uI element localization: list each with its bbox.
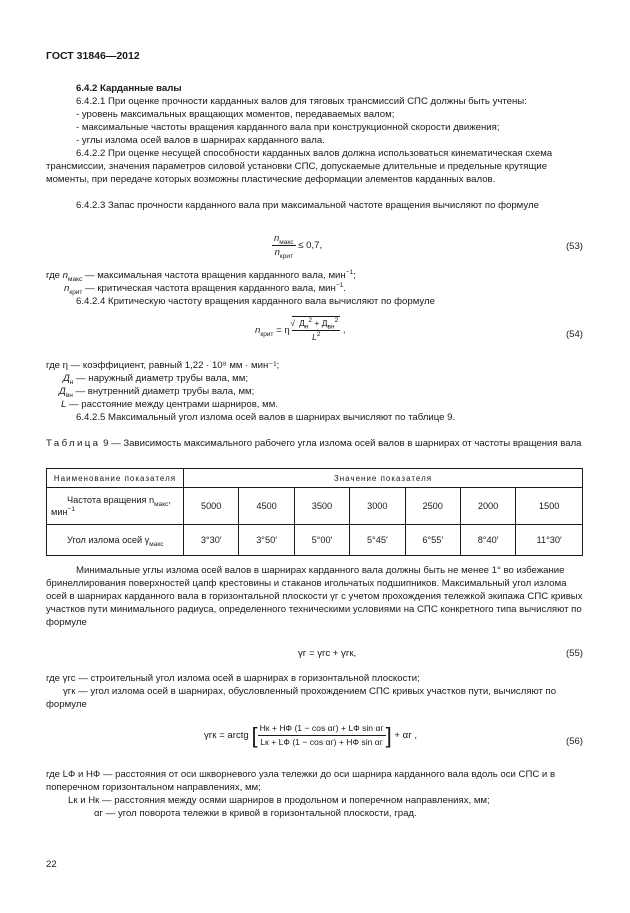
table-cell: 5°45′: [350, 525, 405, 556]
list-item: - углы излома осей валов в шарнирах карданного вала.: [76, 135, 325, 146]
table-cell: 5°00′: [294, 525, 349, 556]
variable-definition: $Д_{вн}$ — внутренний диаметр трубы вала, мм;: [59, 386, 255, 399]
table-cell: 2500: [405, 488, 460, 525]
paragraph-6-4-2-2: 6.4.2.2 При оценке несущей способности карданных валов должна использоваться кинематическая схема трансмиссии, значения параметров силовой установки СПС, допускаемые длительные и предельные крутящие моменты, при передаче которых возможны пластические деформации элементов карданных валов.: [46, 148, 553, 185]
table-cell: 6°55′: [405, 525, 460, 556]
section-title: 6.4.2 Карданные валы: [76, 83, 182, 94]
table-caption: Таблица 9 — Зависимость максимального рабочего угла излома осей валов в шарнирах от частоты вращения вала: [46, 438, 582, 449]
variable-definition: $n_{крит}$ — критическая частота вращения карданного вала, мин$^{-1}$.: [64, 281, 346, 296]
list-item: - максимальные частоты вращения карданного вала при конструкционной скорости движения;: [76, 122, 500, 133]
formula-56: γгк = arctg [ $\frac{\text{Hк + HФ (1 − cos αг) + LФ sin αг}}{\text{Lк + LФ (1 − cos αг) + HФ sin αг}}$ ] + αг ,: [204, 723, 418, 748]
formula-number: (56): [565, 736, 583, 747]
variable-definition: L — расстояние между центрами шарниров, мм.: [61, 399, 278, 410]
formula-54: $n_{крит} = \eta$ $\frac{√ Д_н^2 + Д_{вн}^2}{L^2}$ ,: [255, 317, 346, 342]
list-item: - уровень максимальных вращающих моментов, передаваемых валом;: [76, 109, 395, 120]
formula-number: (54): [565, 329, 583, 340]
table-cell: 3500: [294, 488, 349, 525]
paragraph-6-4-2-1: 6.4.2.1 При оценке прочности карданных валов для тяговых трансмиссий СПС должны быть учтены:: [76, 96, 527, 107]
table-cell: 3000: [350, 488, 405, 525]
paragraph-6-4-2-5: 6.4.2.5 Максимальный угол излома осей валов в шарнирах вычисляют по таблице 9.: [76, 412, 456, 423]
formula-number: (55): [565, 648, 583, 659]
paragraph-6-4-2-3: 6.4.2.3 Запас прочности карданного вала при максимальной частоте вращения вычисляют по формуле: [76, 200, 539, 211]
table-row: [47, 525, 583, 556]
column-header: Наименование показателя: [47, 469, 184, 488]
table-cell: 11°30′: [516, 525, 583, 556]
variable-definition: Lк и Hк — расстояния между осями шарниров в продольном и поперечном направлениях, мм;: [68, 795, 490, 806]
table-cell: 1500: [516, 488, 583, 525]
table-row: [47, 488, 583, 525]
table-cell: 4500: [239, 488, 294, 525]
paragraph-min-angles: Минимальные углы излома осей валов в шарнирах карданного вала должны быть не менее 1° во избежание бринеллирования поверхностей цапф крестовины и стаканов игольчатых подшипников. Максимальный угол излома осей в шарнирах карданного вала в горизонтальной плоскости γг с учетом прохождения тележкой экипажа СПС кривых участков пути минимального радиуса, определенного техническими условиями на СПС конкретного типа вычисляют по формуле: [46, 565, 583, 628]
variable-definition: где LФ и HФ — расстояния от оси шкворневого узла тележки до оси шарнира карданного вала вдоль оси СПС и в поперечном горизонтальном направлениях, мм;: [46, 769, 556, 793]
variable-definition: γгк — угол излома осей в шарнирах, обусловленный прохождением СПС кривых участков пути, вычисляют по формуле: [46, 686, 557, 710]
formula-number: (53): [565, 241, 583, 252]
variable-definition: где $n_{макс}$ — максимальная частота вращения карданного вала, мин$^{-1}$;: [46, 268, 356, 283]
page-number: 22: [46, 859, 57, 870]
document-header: ГОСТ 31846—2012: [46, 50, 140, 62]
paragraph-6-4-2-4: 6.4.2.4 Критическую частоту вращения карданного вала вычисляют по формуле: [76, 296, 435, 307]
row-label: Угол излома осей $\gamma_{макс}$: [47, 525, 184, 556]
table-cell: 3°50′: [239, 525, 294, 556]
table-cell: 8°40′: [460, 525, 515, 556]
variable-definition: $Д_н$ — наружный диаметр трубы вала, мм;: [63, 373, 249, 386]
row-label: Частота вращения $n_{макс}$, мин$^{-1}$: [47, 488, 184, 525]
formula-53: $\frac{n_{макс}}{n_{крит}}$ ≤ 0,7,: [274, 233, 323, 260]
table-cell: 5000: [184, 488, 239, 525]
table-cell: 2000: [460, 488, 515, 525]
table-cell: 3°30′: [184, 525, 239, 556]
column-header: Значение показателя: [184, 469, 583, 488]
table-9: [46, 468, 583, 556]
formula-55: γг = γгс + γгк,: [298, 648, 357, 659]
variable-definition: где η — коэффициент, равный 1,22 · 10⁸ мм · мин⁻¹;: [46, 360, 280, 371]
variable-definition: αг — угол поворота тележки в кривой в горизонтальной плоскости, град.: [94, 808, 417, 819]
variable-definition: где γгс — строительный угол излома осей в шарнирах в горизонтальной плоскости;: [46, 673, 420, 684]
